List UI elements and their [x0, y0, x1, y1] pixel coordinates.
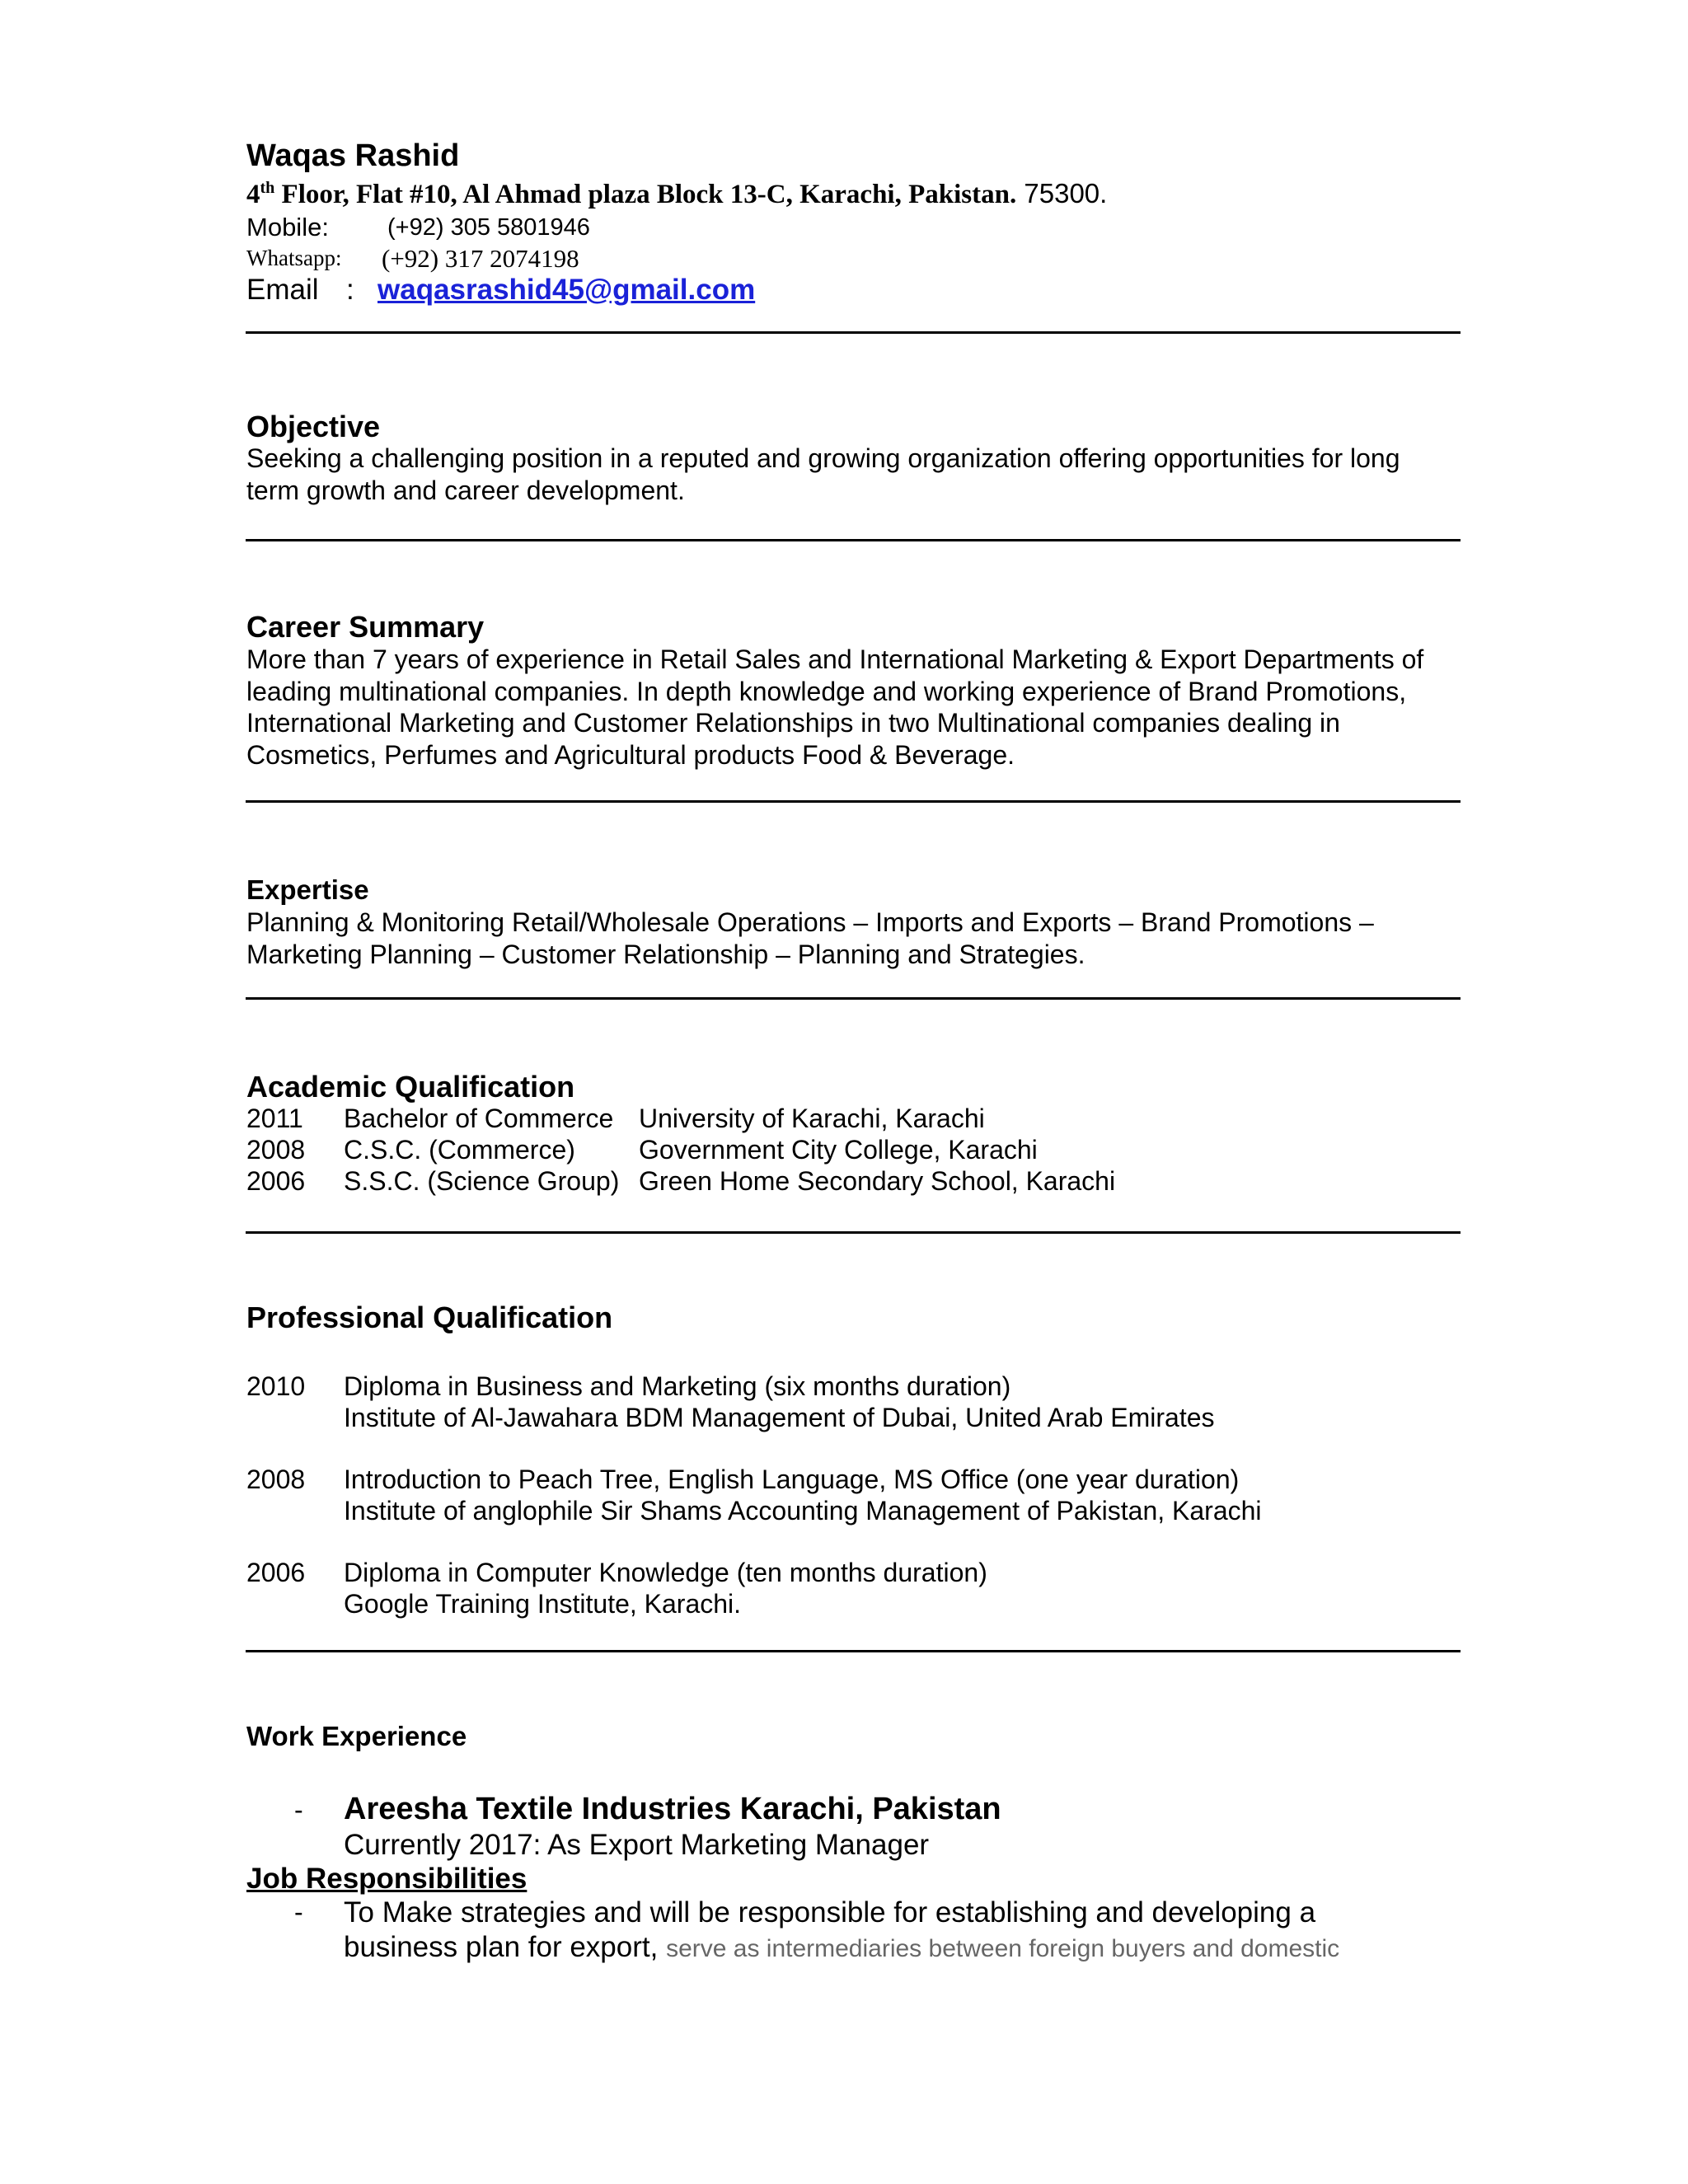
mobile-value: (+92) 305 5801946: [387, 214, 590, 241]
professional-course: Introduction to Peach Tree, English Language, MS Office (one year duration): [344, 1465, 1240, 1494]
divider: [246, 1231, 1461, 1234]
company-name: Areesha Textile Industries Karachi, Pakistan: [344, 1792, 1001, 1826]
divider: [246, 331, 1461, 334]
address: [246, 178, 1107, 210]
expertise-text: [246, 907, 1466, 970]
text-line: Planning & Monitoring Retail/Wholesale Operations – Imports and Exports – Brand Promotions –: [246, 907, 1374, 937]
bullet-dash: -: [294, 1897, 303, 1927]
responsibility-text: business plan for export,: [344, 1931, 667, 1963]
job-responsibilities-heading: Job Responsibilities: [246, 1863, 528, 1895]
text-line: International Marketing and Customer Relationships in two Multinational companies dealing in: [246, 708, 1340, 738]
whatsapp-value: (+92) 317 2074198: [382, 244, 579, 273]
divider: [246, 1650, 1461, 1652]
address-main: Floor, Flat #10, Al Ahmad plaza Block 13-C, Karachi, Pakistan.: [274, 180, 1017, 209]
work-heading: Work Experience: [246, 1721, 467, 1751]
academic-institute: Green Home Secondary School, Karachi: [639, 1166, 1116, 1196]
academic-heading: Academic Qualification: [246, 1070, 575, 1104]
academic-degree: C.S.C. (Commerce): [344, 1135, 575, 1165]
address-sup: th: [260, 179, 275, 197]
academic-year: 2006: [246, 1166, 306, 1196]
academic-institute: Government City College, Karachi: [639, 1135, 1038, 1165]
email-separator: :: [346, 274, 354, 306]
expertise-heading: Expertise: [246, 874, 369, 905]
academic-degree: Bachelor of Commerce: [344, 1104, 614, 1133]
email-label: Email: [246, 274, 319, 306]
professional-course: Diploma in Computer Knowledge (ten months duration): [344, 1558, 987, 1587]
text-line: More than 7 years of experience in Retail Sales and International Marketing & Export Departments of: [246, 644, 1424, 674]
professional-course: Diploma in Business and Marketing (six months duration): [344, 1371, 1011, 1401]
mobile-label: Mobile:: [246, 213, 329, 241]
divider: [246, 800, 1461, 803]
address-prefix: 4: [246, 180, 260, 209]
professional-institute: Institute of Al-Jawahara BDM Management of Dubai, United Arab Emirates: [344, 1403, 1215, 1432]
professional-institute: Institute of anglophile Sir Shams Accounting Management of Pakistan, Karachi: [344, 1496, 1262, 1526]
academic-institute: University of Karachi, Karachi: [639, 1104, 985, 1133]
professional-year: 2010: [246, 1371, 306, 1401]
divider: [246, 539, 1461, 541]
bullet-dash: -: [294, 1795, 303, 1825]
divider: [246, 997, 1461, 1000]
whatsapp-label: Whatsapp:: [246, 246, 342, 270]
objective-heading: Objective: [246, 410, 381, 443]
candidate-name: Waqas Rashid: [246, 138, 460, 173]
professional-year: 2008: [246, 1465, 306, 1494]
professional-year: 2006: [246, 1558, 306, 1587]
text-line: Seeking a challenging position in a reputed and growing organization offering opportunities for long: [246, 443, 1400, 473]
academic-year: 2011: [246, 1104, 303, 1133]
text-line: term growth and career development.: [246, 475, 685, 505]
responsibility-text-grey: serve as intermediaries between foreign buyers and domestic: [666, 1935, 1340, 1962]
text-line: Cosmetics, Perfumes and Agricultural products Food & Beverage.: [246, 739, 1015, 770]
text-line: Marketing Planning – Customer Relationship – Planning and Strategies.: [246, 939, 1085, 969]
professional-heading: Professional Qualification: [246, 1301, 613, 1334]
address-zip: 75300.: [1016, 178, 1108, 209]
email-link[interactable]: waqasrashid45@gmail.com: [377, 274, 756, 306]
academic-degree: S.S.C. (Science Group): [344, 1166, 620, 1196]
career-summary-text: [246, 644, 1466, 771]
objective-text: [246, 443, 1466, 506]
responsibility-line: [344, 1931, 1339, 1964]
text-line: leading multinational companies. In depth knowledge and working experience of Brand Promotions,: [246, 676, 1407, 706]
professional-institute: Google Training Institute, Karachi.: [344, 1589, 742, 1619]
academic-year: 2008: [246, 1135, 306, 1165]
job-role: Currently 2017: As Export Marketing Manager: [344, 1829, 930, 1861]
responsibility-line: To Make strategies and will be responsible for establishing and developing a: [344, 1896, 1316, 1929]
career-summary-heading: Career Summary: [246, 610, 485, 644]
